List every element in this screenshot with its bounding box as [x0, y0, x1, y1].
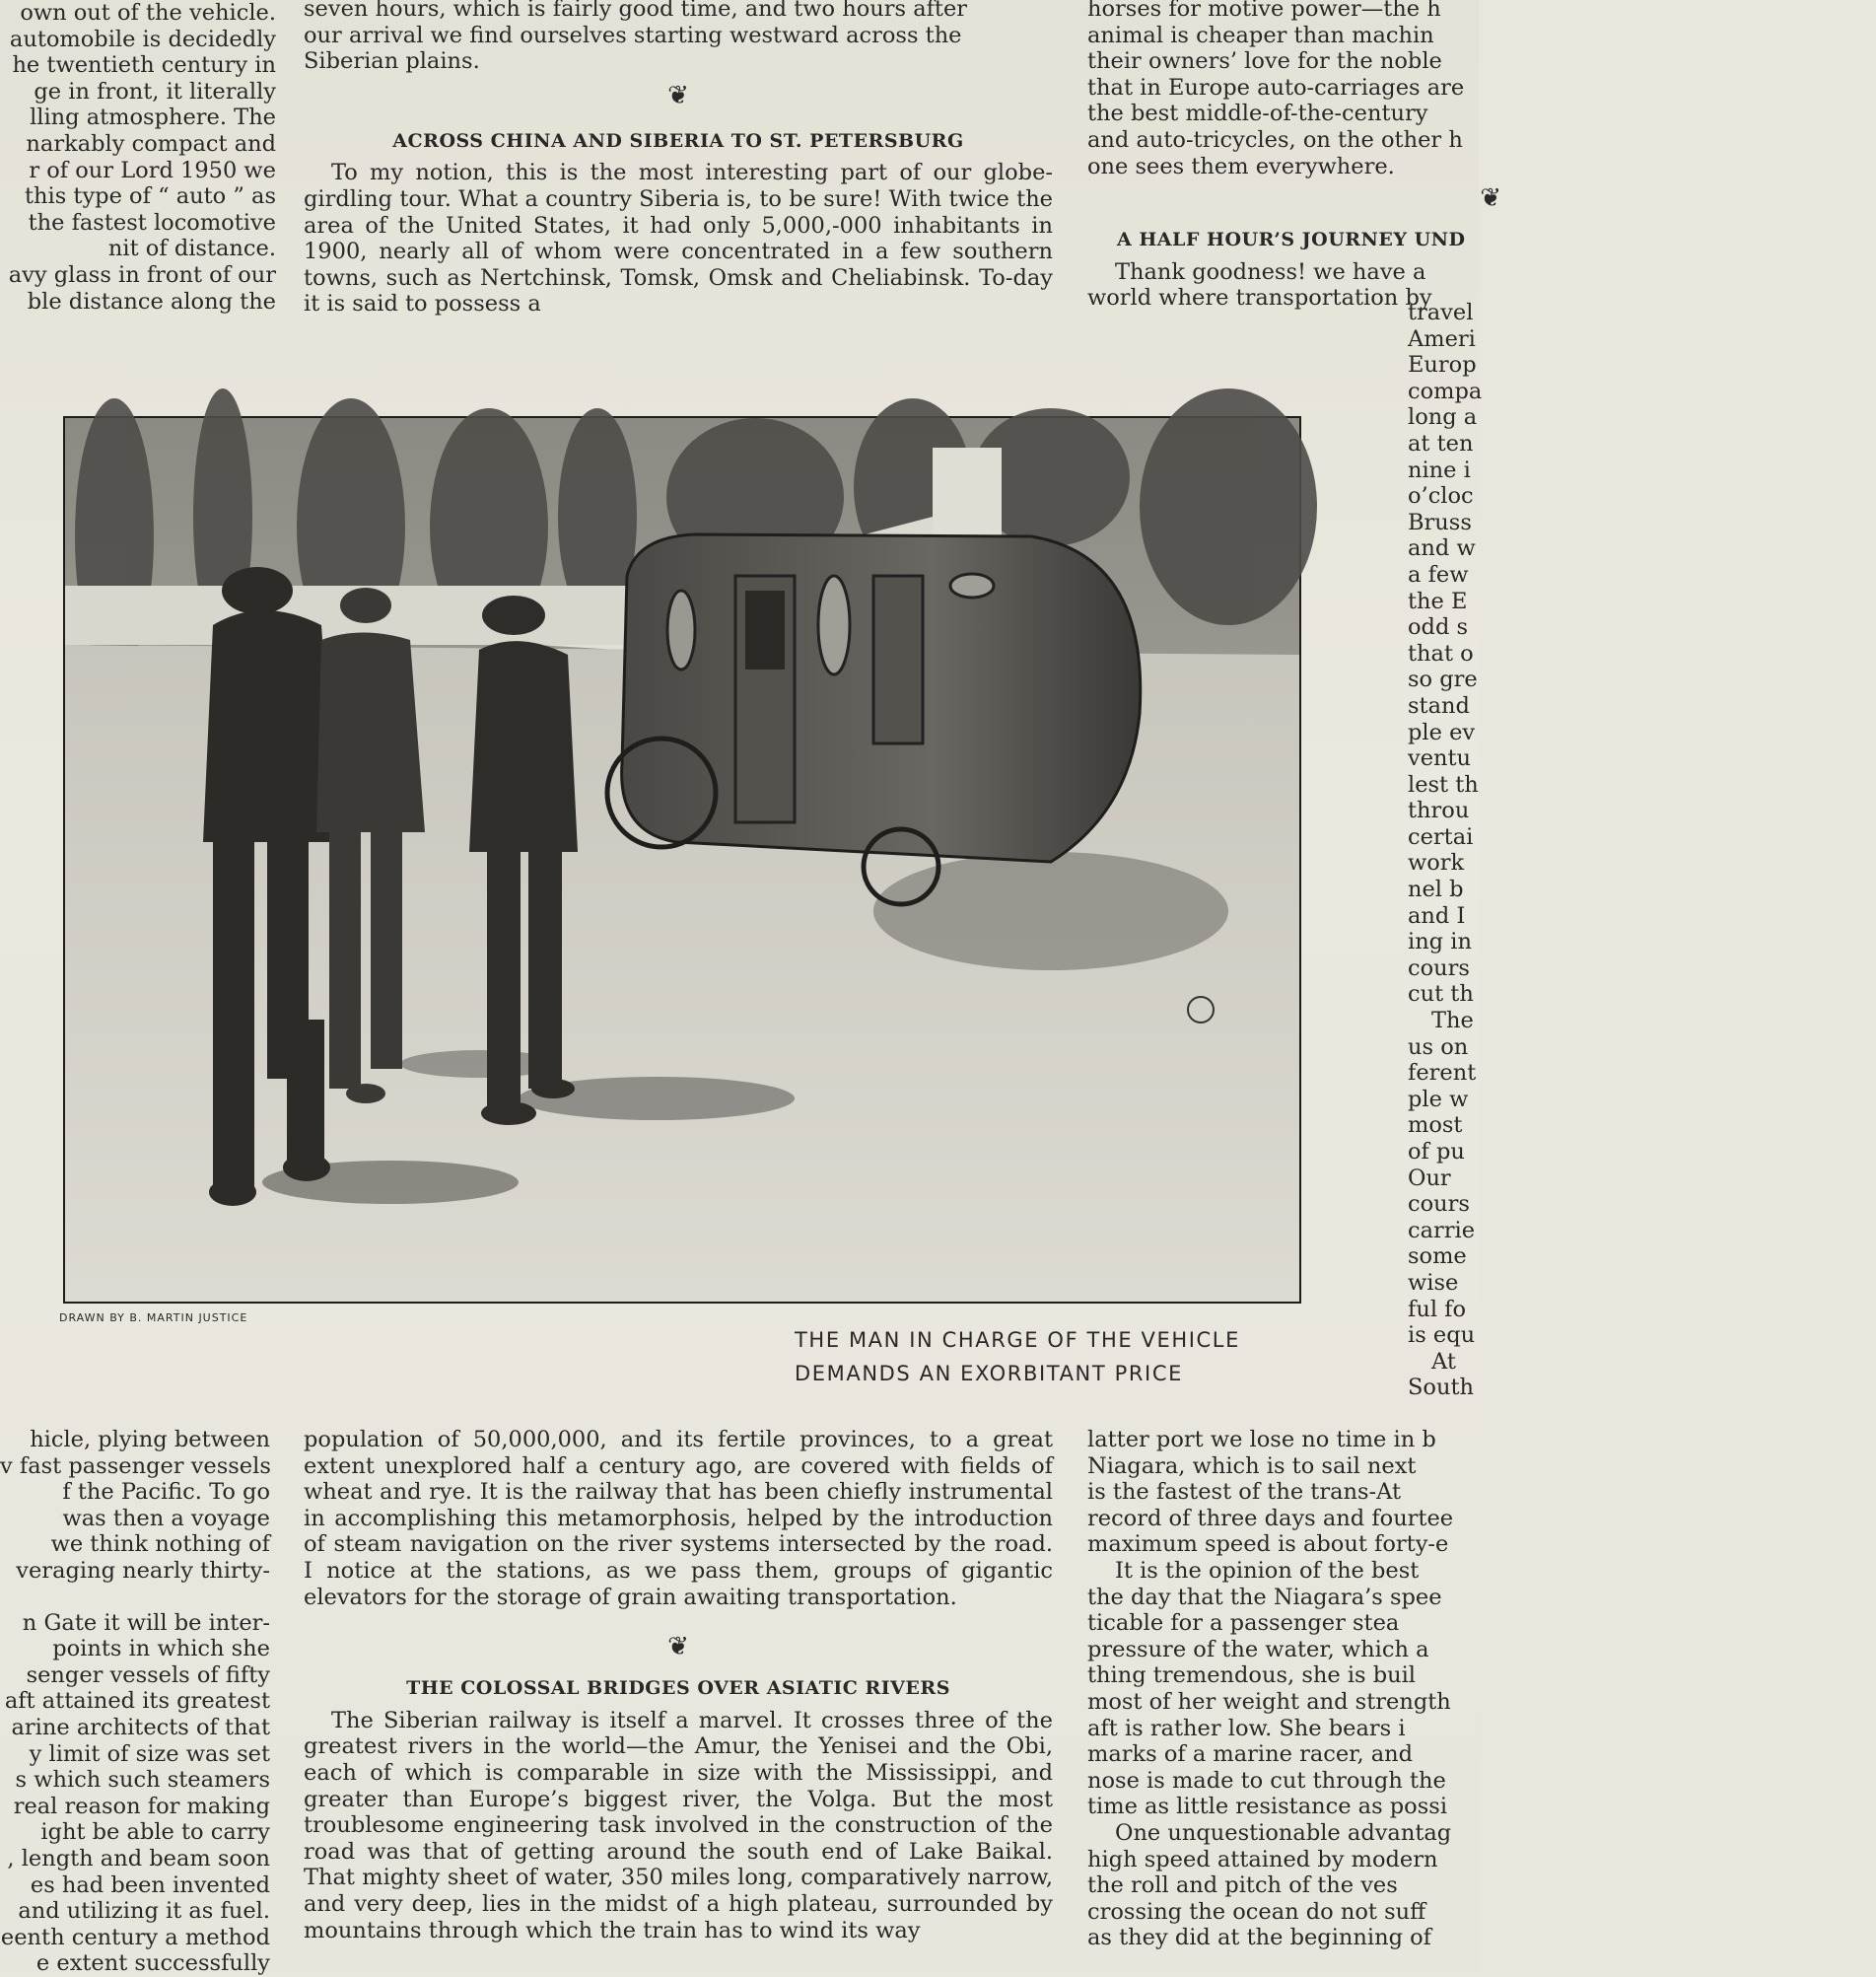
text-line: lest th [1408, 771, 1479, 798]
text-line: f the Pacific. To go [62, 1479, 270, 1506]
right-column-top [1087, 0, 1501, 312]
text-line: nose is made to cut through the [1087, 1767, 1446, 1794]
text-line: At [1431, 1348, 1456, 1375]
leaf-ornament-icon: ❦ [1480, 183, 1501, 214]
text-line: and I [1408, 902, 1466, 929]
text-line: and auto-tricycles, on the other h [1087, 126, 1463, 153]
text-line: stand [1408, 692, 1470, 719]
text-line: as they did at the beginning of [1087, 1925, 1432, 1951]
text-line: aft attained its greatest [4, 1688, 270, 1715]
text-line: some [1408, 1243, 1467, 1270]
text-line: ing in [1408, 929, 1472, 955]
text-line: One unquestionable advantag [1115, 1819, 1452, 1846]
text-line: Our [1408, 1165, 1451, 1191]
text-line: ight be able to carry [40, 1819, 270, 1846]
text-line: nit of distance. [107, 236, 276, 262]
text-line: avy glass in front of our [8, 261, 276, 288]
text-line: this type of “ auto ” as [25, 183, 276, 210]
text-line: and w [1408, 535, 1476, 562]
text-line: veraging nearly thirty- [16, 1557, 270, 1584]
text-line: work [1408, 850, 1465, 877]
text-line: The [1431, 1008, 1474, 1034]
text-line: automobile is decidedly [9, 26, 276, 52]
right-narrow-column [1408, 300, 1526, 1401]
text-line: so gre [1408, 667, 1478, 693]
text-line: arine architects of that [11, 1714, 270, 1740]
text-line: one sees them everywhere. [1087, 153, 1395, 179]
text-line: thing tremendous, she is buil [1087, 1662, 1417, 1689]
text-line: the fastest locomotive [28, 209, 276, 236]
text-line: ble distance along the [27, 288, 276, 315]
text-line: cours [1408, 954, 1470, 981]
text-line: time as little resistance as possi [1087, 1794, 1448, 1820]
text-line: latter port we lose no time in b [1087, 1427, 1436, 1452]
text-line: of pu [1408, 1139, 1465, 1165]
text-line: o’cloc [1408, 483, 1474, 510]
middle-column-bottom [304, 1427, 1053, 1943]
text-line: Bruss [1408, 509, 1472, 535]
text-line: y limit of size was set [29, 1740, 270, 1767]
text-line: animal is cheaper than machin [1087, 22, 1434, 48]
text-line: the best middle-of-the-century [1087, 101, 1428, 127]
text-line: eenth century a method [0, 1924, 270, 1950]
text-line: nine i [1408, 457, 1471, 483]
section-heading: A HALF HOUR’S JOURNEY UND [1117, 229, 1466, 251]
text-line: hicle, plying between [30, 1427, 270, 1452]
text-line: ticable for a passenger stea [1087, 1610, 1400, 1637]
engraving-illustration [63, 416, 1301, 1304]
caption-line: THE MAN IN CHARGE OF THE VEHICLE [795, 1328, 1240, 1352]
caption-line: DEMANDS AN EXORBITANT PRICE [795, 1362, 1183, 1385]
text-line: and utilizing it as fuel. [18, 1898, 270, 1925]
text-line: own out of the vehicle. [20, 0, 276, 26]
text-line: he twentieth century in [12, 52, 276, 79]
text-line: the roll and pitch of the ves [1087, 1872, 1398, 1899]
text-line: we think nothing of [50, 1531, 270, 1558]
text-line: real reason for making [13, 1793, 270, 1819]
text-line: Thank goodness! we have a [1115, 258, 1426, 285]
leaf-ornament-icon: ❦ [667, 1632, 689, 1662]
text-line: high speed attained by modern [1087, 1846, 1438, 1872]
text-line: crossing the ocean do not suff [1087, 1898, 1426, 1925]
text-line: their owners’ love for the noble [1087, 48, 1442, 75]
text-line: that in Europe auto-carriages are [1087, 74, 1465, 101]
section-heading: THE COLOSSAL BRIDGES OVER ASIATIC RIVERS [406, 1677, 950, 1700]
text-line: r of our Lord 1950 we [29, 157, 276, 183]
middle-column-top [304, 0, 1053, 318]
text-line: long a [1408, 404, 1478, 431]
left-column-bottom [0, 1427, 270, 1977]
text-line: cut th [1408, 981, 1474, 1008]
text-line [0, 1585, 270, 1610]
text-line: es had been invented [30, 1871, 270, 1898]
article-paragraph: population of 50,000,000, and its fertile provinces, to a great extent unexplored half a century ago, are covered with fields of wheat and rye. It is the railway that has been chiefly instrumental in accomplishing this metamorphosis, helped by the introduction of steam navigation on the river systems intersected by the road. I notice at the stations, as we pass them, groups of gigantic elevators for the storage of grain awaiting transportation. [304, 1427, 1053, 1610]
text-line: ple w [1408, 1086, 1469, 1112]
text-line: most [1408, 1112, 1463, 1139]
text-line: , length and beam soon [7, 1845, 270, 1871]
text-line: ventu [1408, 745, 1472, 772]
leaf-ornament-icon: ❦ [667, 80, 689, 110]
article-paragraph: To my notion, this is the most interesting part of our globe-girdling tour. What a country Siberia is, to be sure! With twice the area of the United States, it had only 5,000,-000 inhabitants in 1900, nearly all of whom were concentrated in a few southern towns, such as Nertchinsk, Tomsk, Omsk and Cheliabinsk. To-day it is said to possess a [304, 160, 1053, 318]
text-line: that o [1408, 640, 1474, 667]
text-line: throu [1408, 798, 1470, 824]
text-line: v fast passenger vessels [0, 1452, 271, 1479]
text-line: It is the opinion of the best [1115, 1557, 1420, 1584]
text-line: horses for motive power—the h [1087, 0, 1441, 22]
right-column-bottom [1087, 1427, 1501, 1951]
text-line: points in which she [52, 1636, 270, 1662]
text-line: senger vessels of fifty [26, 1661, 270, 1688]
text-line: nel b [1408, 877, 1464, 903]
text-line: is equ [1408, 1322, 1476, 1349]
text-line: ful fo [1408, 1296, 1467, 1322]
text-line: lling atmosphere. The [30, 105, 276, 131]
text-line: the E [1408, 588, 1468, 614]
text-line: s which such steamers [15, 1767, 270, 1794]
text-line: Ameri [1408, 325, 1476, 352]
illustration-caption [795, 1323, 1327, 1390]
text-line: the day that the Niagara’s spee [1087, 1584, 1442, 1610]
text-line: our arrival we find ourselves starting westward across the [304, 22, 962, 48]
text-line: seven hours, which is fairly good time, and two hours after [304, 0, 968, 22]
text-line: n Gate it will be inter- [22, 1609, 270, 1636]
text-line: record of three days and fourtee [1087, 1505, 1454, 1531]
text-line: ferent [1408, 1060, 1477, 1087]
illustration-credit: DRAWN BY B. MARTIN JUSTICE [59, 1311, 248, 1324]
text-line: carrie [1408, 1217, 1476, 1243]
article-paragraph: The Siberian railway is itself a marvel. It crosses three of the greatest rivers in the world—the Amur, the Yenisei and the Obi, each of which is comparable in size with the Mississippi, and greater than Europe’s biggest river, the Volga. But the most troublesome engineering task involved in the construction of the road was that of getting around the south end of Lake Baikal. That mighty sheet of water, 350 miles long, comparatively narrow, and very deep, lies in the midst of a high plateau, surrounded by mountains through which the train has to wind its way [304, 1707, 1053, 1943]
text-line: aft is rather low. She bears i [1087, 1715, 1406, 1741]
text-line: us on [1408, 1033, 1469, 1060]
text-line: most of her weight and strength [1087, 1688, 1451, 1715]
text-line: at ten [1408, 430, 1474, 457]
text-line: South [1408, 1375, 1474, 1401]
auto-carriage-scene [65, 418, 1299, 1302]
text-line: wise [1408, 1269, 1459, 1296]
text-line: maximum speed is about forty-e [1087, 1531, 1449, 1558]
text-line: Siberian plains. [304, 48, 480, 75]
text-line: was then a voyage [62, 1505, 270, 1531]
text-line: ge in front, it literally [34, 78, 276, 105]
text-line: a few [1408, 561, 1469, 588]
text-line: pressure of the water, which a [1087, 1636, 1429, 1662]
text-line: narkably compact and [26, 130, 276, 157]
text-line: travel [1408, 300, 1474, 325]
text-line: odd s [1408, 614, 1469, 641]
left-column-top [0, 0, 276, 315]
text-line: marks of a marine racer, and [1087, 1741, 1414, 1768]
text-line: is the fastest of the trans-At [1087, 1479, 1402, 1506]
text-line: Niagara, which is to sail next [1087, 1452, 1417, 1479]
text-line: cours [1408, 1191, 1470, 1218]
text-line: e extent successfully [35, 1950, 270, 1977]
text-line: ple ev [1408, 719, 1476, 745]
text-line: Europ [1408, 352, 1477, 379]
text-line: world where transportation by [1087, 285, 1432, 312]
section-heading: ACROSS CHINA AND SIBERIA TO ST. PETERSBURG [392, 129, 964, 152]
text-line: compa [1408, 378, 1483, 404]
text-line: certai [1408, 823, 1474, 850]
